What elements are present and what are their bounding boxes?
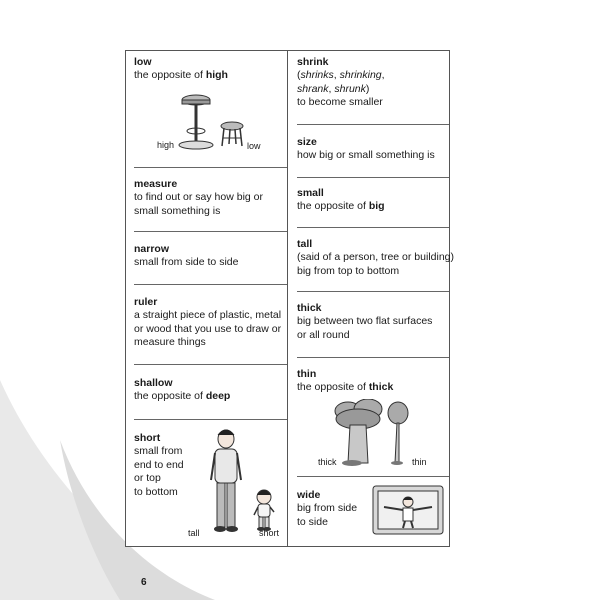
headword-size: size	[297, 136, 317, 148]
divider	[297, 357, 449, 358]
label-thick: thick	[318, 457, 337, 467]
definition-shallow: the opposite of deep	[134, 390, 231, 402]
entry-narrow	[134, 243, 284, 270]
headword-tall: tall	[297, 238, 313, 250]
label-thin: thin	[412, 457, 427, 467]
definition-shrink: to become smaller	[297, 96, 383, 108]
headword-shallow: shallow	[134, 377, 173, 389]
definition-narrow: small from side to side	[134, 256, 239, 268]
entry-shallow	[134, 377, 284, 404]
entry-tall	[297, 238, 457, 278]
tall-man-short-boy-illustration	[201, 425, 286, 540]
headword-thin: thin	[297, 368, 317, 380]
entry-size	[297, 136, 447, 163]
definition-size: how big or small something is	[297, 149, 435, 161]
divider	[297, 476, 449, 477]
headword-low: low	[134, 56, 152, 68]
divider	[297, 291, 449, 292]
entry-thick	[297, 302, 447, 342]
entry-shrink	[297, 56, 447, 110]
wide-screen-illustration	[372, 485, 444, 535]
definition-wide-line: big from side	[297, 502, 358, 514]
headword-small: small	[297, 187, 324, 199]
definition-tall-line: big from top to bottom	[297, 264, 400, 277]
definition-low: the opposite of high	[134, 69, 228, 81]
headword-wide: wide	[297, 489, 321, 501]
headword-thick: thick	[297, 302, 322, 314]
divider	[134, 167, 287, 168]
glossary-page-frame	[125, 50, 455, 547]
divider	[134, 284, 287, 285]
headword-ruler: ruler	[134, 296, 158, 308]
definition-short-line: end to end	[134, 458, 184, 471]
forms-shrink: (shrinks, shrinking,	[297, 69, 385, 81]
headword-measure: measure	[134, 178, 178, 190]
definition-short-line: or top	[134, 472, 161, 484]
definition-thin: the opposite of thick	[297, 381, 394, 393]
headword-shrink: shrink	[297, 56, 329, 68]
definition-tall-line: (said of a person, tree or building)	[297, 251, 455, 263]
forms-shrink: shrank, shrunk)	[297, 82, 370, 95]
entry-ruler	[134, 296, 284, 350]
page-number: 6	[141, 577, 147, 588]
definition-measure: to find out or say how big or small something is	[134, 191, 263, 217]
definition-ruler: a straight piece of plastic, metal or wood that you use to draw or measure things	[134, 309, 282, 348]
definition-thick-line: or all round	[297, 328, 350, 341]
definition-short-line: to bottom	[134, 485, 178, 498]
label-high: high	[157, 140, 175, 150]
entry-measure	[134, 178, 284, 218]
headword-narrow: narrow	[134, 243, 170, 255]
label-tall: tall	[188, 528, 200, 538]
divider	[297, 177, 449, 178]
entry-wide	[297, 489, 372, 529]
label-short: short	[259, 528, 280, 538]
divider	[297, 227, 449, 228]
divider	[134, 231, 287, 232]
headword-short: short	[134, 432, 161, 444]
divider	[297, 124, 449, 125]
left-column	[126, 51, 288, 546]
divider	[134, 364, 287, 365]
entry-small	[297, 187, 447, 214]
definition-small: the opposite of big	[297, 200, 385, 212]
divider	[134, 419, 287, 420]
definition-thick-line: big between two flat surfaces	[297, 315, 433, 327]
label-low: low	[247, 141, 261, 151]
entry-low	[134, 56, 284, 83]
entry-thin	[297, 368, 447, 395]
definition-wide-line: to side	[297, 515, 328, 528]
entry-short	[134, 432, 204, 499]
definition-short-line: small from	[134, 445, 183, 457]
